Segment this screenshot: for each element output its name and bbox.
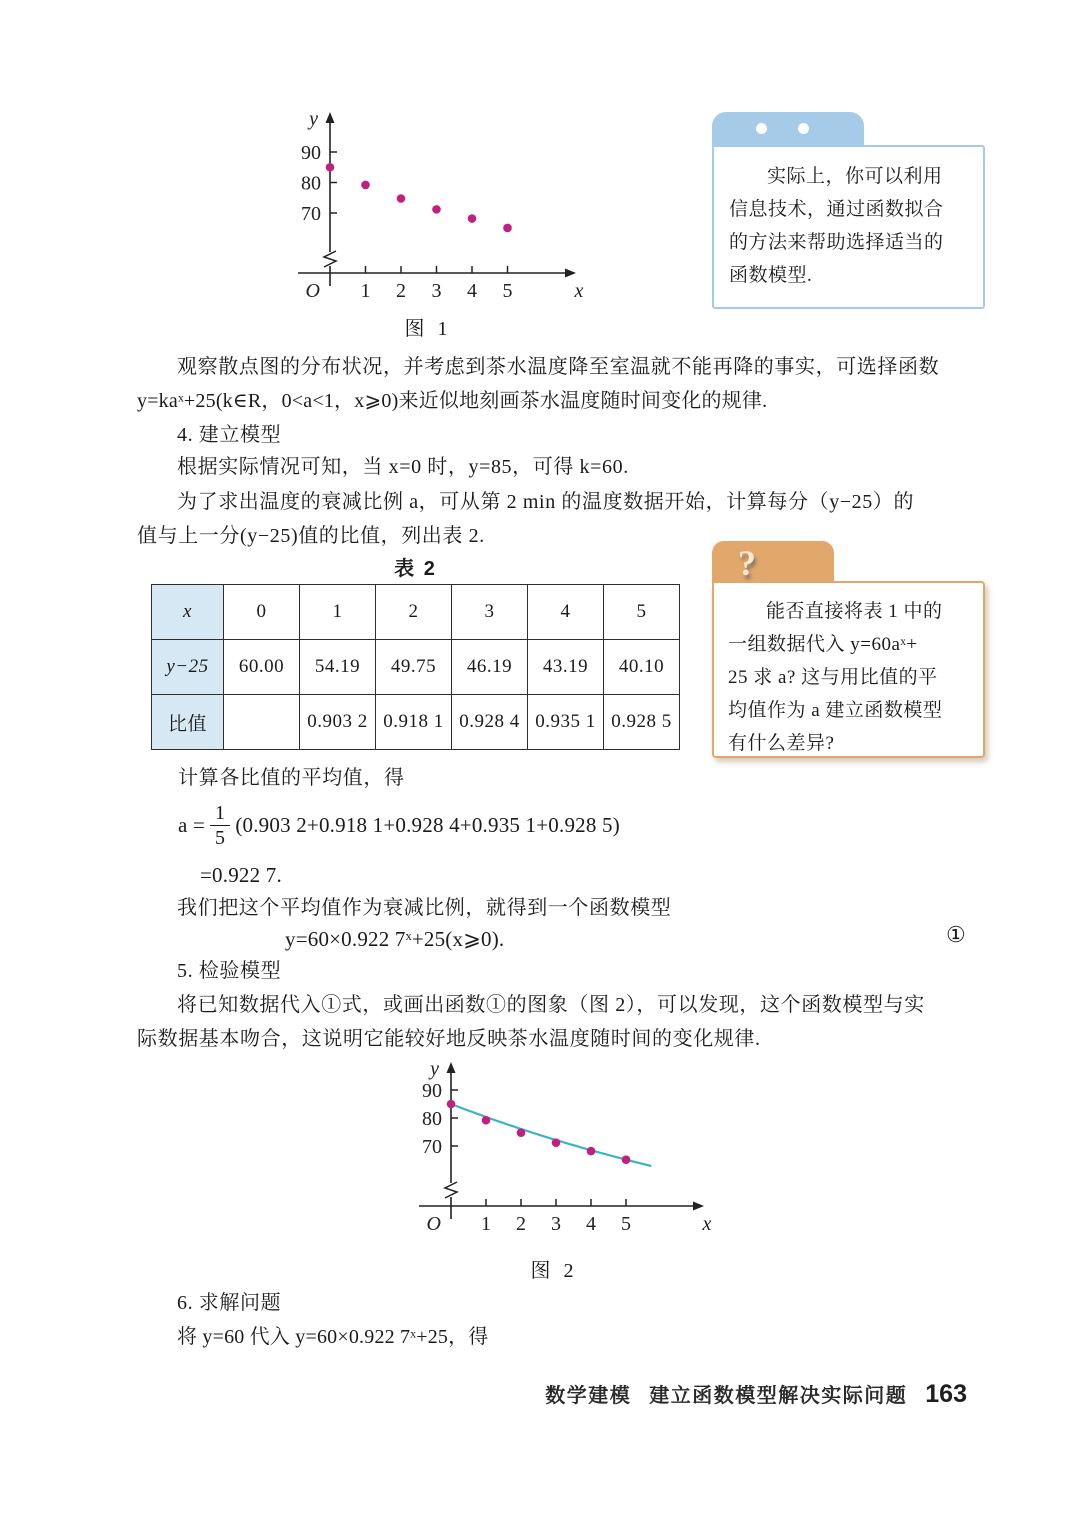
x-tick-label: 5 — [621, 1213, 631, 1235]
table2-cell: 40.10 — [604, 640, 680, 695]
data-point — [622, 1155, 631, 1164]
x-tick-label: 1 — [481, 1213, 491, 1235]
data-point — [432, 205, 441, 214]
table2-cell: 0.935 1 — [528, 695, 604, 750]
footer-chapter: 建立函数模型解决实际问题 — [649, 1385, 908, 1407]
y-tick-label: 90 — [301, 142, 321, 164]
y-tick-label: 70 — [422, 1136, 442, 1158]
callout-text-line: 能否直接将表 1 中的 — [766, 601, 943, 622]
figure-1-chart — [268, 106, 588, 312]
fraction — [210, 802, 230, 849]
table2-row-header: y−25 — [152, 640, 224, 695]
info-callout-tab — [712, 112, 864, 145]
x-axis-arrow-icon — [565, 269, 576, 278]
x-tick-label: 3 — [431, 280, 442, 302]
axis-break-icon — [324, 251, 336, 267]
data-point — [361, 181, 370, 190]
table2-cell: 5 — [604, 585, 680, 640]
paragraph-text: y=kaˣ+25(k∈R，0<a<1，x⩾0)来近似地刻画茶水温度随时间变化的规律. — [137, 390, 768, 412]
x-tick-label: 1 — [360, 280, 371, 302]
formula-rhs: (0.903 2+0.918 1+0.928 4+0.935 1+0.928 5) — [235, 812, 620, 837]
callout-text-line: 的方法来帮助选择适当的 — [729, 232, 944, 253]
x-axis-label: x — [702, 1213, 712, 1235]
y-tick-label: 80 — [301, 172, 321, 195]
fraction-denominator: 5 — [215, 826, 226, 849]
question-callout-body — [712, 581, 985, 758]
figure-1-caption: 图 1 — [404, 318, 452, 340]
footer-section: 数学建模 — [545, 1385, 632, 1407]
y-tick-label: 90 — [422, 1080, 442, 1102]
table2-cell: 0.903 2 — [300, 695, 376, 750]
paragraph-text: 为了求出温度的衰减比例 a，可从第 2 min 的温度数据开始，计算每分（y−25）的 — [177, 491, 915, 513]
x-tick-label: 4 — [586, 1213, 596, 1235]
table2-row — [152, 585, 680, 640]
callout-text-line: 信息技术，通过函数拟合 — [729, 199, 944, 220]
y-tick-label: 70 — [301, 203, 321, 225]
table2-cell: 0.918 1 — [376, 695, 452, 750]
callout-text-line: 实际上，你可以利用 — [767, 166, 943, 187]
x-tick-label: 2 — [516, 1213, 526, 1235]
paragraph-text: 值与上一分(y−25)值的比值，列出表 2. — [137, 525, 485, 547]
table2-cell: 0.928 4 — [452, 695, 528, 750]
question-mark-icon: ? — [738, 543, 756, 583]
footer-page-number: 163 — [925, 1380, 967, 1408]
tab-dot-icon — [798, 123, 809, 134]
figure-2-caption: 图 2 — [530, 1260, 578, 1282]
x-tick-label: 4 — [467, 280, 477, 302]
axis-break-icon — [445, 1182, 457, 1198]
x-axis-label: x — [574, 280, 584, 302]
x-axis-arrow-icon — [693, 1202, 704, 1211]
origin-label: O — [426, 1213, 441, 1235]
table2-row-header: 比值 — [152, 695, 224, 750]
table2-row — [152, 640, 680, 695]
paragraph-text: 际数据基本吻合，这说明它能较好地反映茶水温度随时间的变化规律. — [137, 1028, 761, 1050]
x-tick-label: 2 — [396, 280, 406, 302]
table2 — [151, 584, 680, 750]
callout-text-line: 均值作为 a 建立函数模型 — [728, 700, 943, 721]
formula-result: =0.922 7. — [200, 863, 282, 887]
table2-cell: 49.75 — [376, 640, 452, 695]
table2-cell: 0 — [224, 585, 300, 640]
formula-average — [178, 796, 620, 854]
data-point — [503, 224, 512, 233]
paragraph-text: 根据实际情况可知，当 x=0 时，y=85，可得 k=60. — [177, 456, 629, 478]
x-tick-label: 3 — [551, 1213, 561, 1235]
figure-1 — [268, 106, 588, 341]
question-callout-tab — [712, 541, 834, 581]
data-point — [397, 194, 406, 203]
x-tick-label: 5 — [502, 280, 513, 302]
table2-cell: 54.19 — [300, 640, 376, 695]
callout-text-line: 有什么差异? — [728, 733, 835, 754]
callout-text-line: 一组数据代入 y=60aˣ+ — [728, 634, 918, 655]
y-axis-arrow-icon — [326, 112, 335, 123]
origin-label: O — [305, 280, 320, 302]
callout-text-line: 函数模型. — [729, 265, 813, 286]
table2-cell: 1 — [300, 585, 376, 640]
figure-2 — [394, 1056, 714, 1283]
paragraph-text: 计算各比值的平均值，得 — [178, 767, 405, 789]
table2-cell: 3 — [452, 585, 528, 640]
table2-row-header: x — [152, 585, 224, 640]
question-callout — [712, 541, 985, 758]
page-footer — [545, 1379, 967, 1409]
callout-text-line: 25 求 a? 这与用比值的平 — [728, 667, 938, 688]
data-point — [468, 214, 477, 223]
section-heading: 6. 求解问题 — [177, 1292, 282, 1314]
tab-dot-icon — [756, 123, 767, 134]
paragraph-text: 观察散点图的分布状况，并考虑到茶水温度降至室温就不能再降的事实，可选择函数 — [177, 356, 940, 378]
data-point — [447, 1100, 456, 1109]
formula-lhs: a = — [178, 812, 206, 837]
figure-2-chart — [394, 1056, 714, 1242]
table2-cell: 43.19 — [528, 640, 604, 695]
table2-caption: 表 2 — [394, 558, 437, 580]
y-axis-arrow-icon — [447, 1062, 456, 1073]
y-tick-label: 80 — [422, 1108, 442, 1130]
model-curve — [451, 1104, 651, 1166]
paragraph-text: 将 y=60 代入 y=60×0.922 7ˣ+25，得 — [177, 1326, 489, 1348]
info-callout — [712, 112, 985, 309]
data-point — [482, 1116, 491, 1125]
section-heading: 5. 检验模型 — [177, 960, 282, 982]
data-point — [326, 163, 335, 172]
y-axis-label: y — [309, 108, 318, 130]
section-heading: 4. 建立模型 — [177, 424, 282, 446]
table2-cell — [224, 695, 300, 750]
table2-cell: 2 — [376, 585, 452, 640]
equation-number: ① — [946, 922, 966, 947]
y-axis-label: y — [430, 1058, 439, 1080]
table2-row — [152, 695, 680, 750]
data-point — [587, 1147, 596, 1156]
data-point — [552, 1138, 561, 1147]
table2-cell: 60.00 — [224, 640, 300, 695]
table2-cell: 46.19 — [452, 640, 528, 695]
paragraph-text: 我们把这个平均值作为衰减比例，就得到一个函数模型 — [177, 897, 672, 919]
model-equation: y=60×0.922 7ˣ+25(x⩾0). — [285, 927, 505, 951]
table2-cell: 4 — [528, 585, 604, 640]
data-point — [517, 1128, 526, 1137]
paragraph-text: 将已知数据代入①式，或画出函数①的图象（图 2），可以发现，这个函数模型与实 — [177, 994, 925, 1016]
info-callout-body — [712, 145, 985, 309]
table2-cell: 0.928 5 — [604, 695, 680, 750]
fraction-numerator: 1 — [210, 802, 230, 826]
